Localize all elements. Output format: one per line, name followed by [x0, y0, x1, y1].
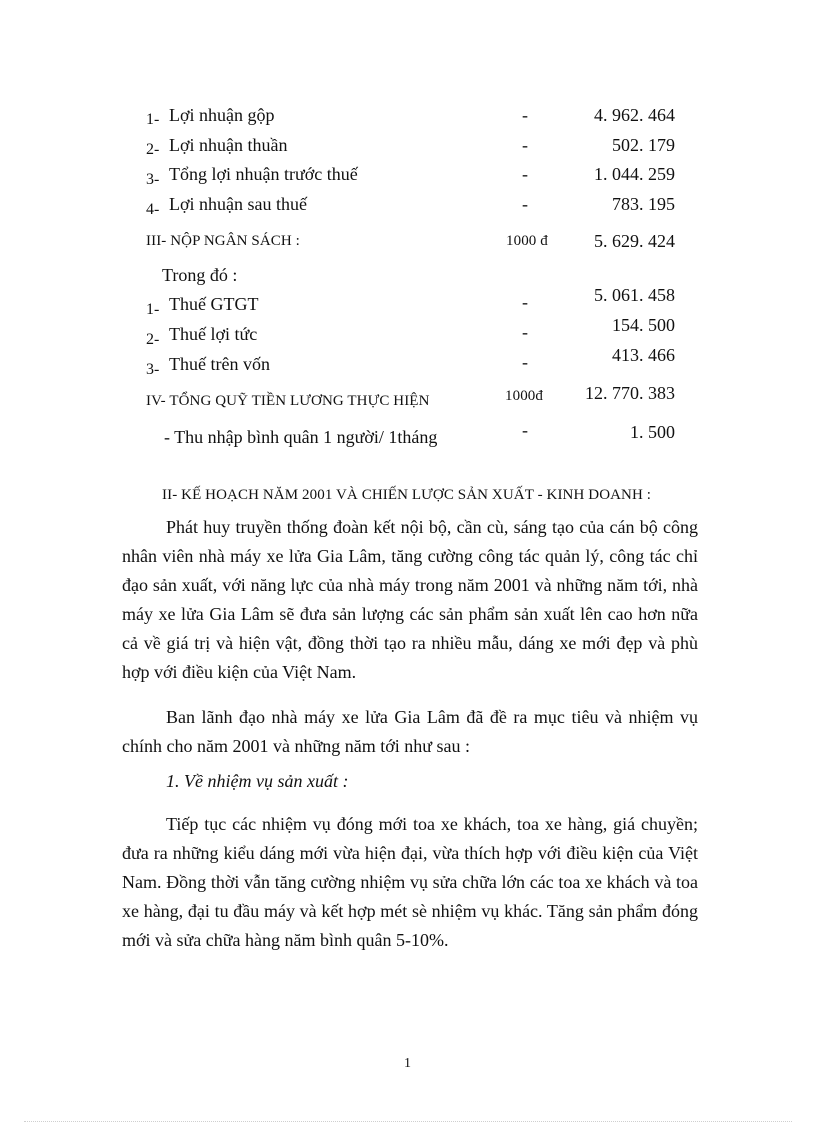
row-label: Thuế trên vốn	[169, 354, 270, 374]
row-value: 4. 962. 464	[594, 105, 675, 125]
row-number: 2-	[146, 141, 160, 158]
row-number: 3-	[146, 361, 160, 378]
wage-average-label: - Thu nhập bình quân 1 người/ 1tháng	[164, 427, 438, 447]
row-label: Lợi nhuận gộp	[169, 105, 275, 125]
task-heading: 1. Về nhiệm vụ sản xuất :	[166, 771, 349, 791]
budget-unit: 1000 đ	[506, 233, 548, 249]
budget-heading: III- NỘP NGÂN SÁCH :	[146, 233, 300, 249]
row-label: Thuế lợi tức	[169, 324, 258, 344]
row-number: 3-	[146, 171, 160, 188]
wage-average-unit: -	[522, 420, 528, 440]
row-value: 502. 179	[612, 135, 675, 155]
row-value: 413. 466	[612, 345, 675, 365]
row-unit: -	[522, 164, 528, 184]
row-value: 783. 195	[612, 194, 675, 214]
page-bottom-divider	[24, 1121, 792, 1122]
row-value: 1. 044. 259	[594, 164, 675, 184]
wage-heading: IV- TỔNG QUỸ TIỀN LƯƠNG THỰC HIỆN	[146, 393, 430, 409]
row-unit: -	[522, 105, 528, 125]
plan-paragraph-2: Ban lãnh đạo nhà máy xe lửa Gia Lâm đã đề ra mục tiêu và nhiệm vụ chính cho năm 2001 và những năm tới như sau :	[122, 707, 698, 756]
wage-unit: 1000đ	[505, 388, 543, 404]
wage-average-value: 1. 500	[630, 422, 675, 442]
plan-paragraph-1: Phát huy truyền thống đoàn kết nội bộ, cần cù, sáng tạo của cán bộ công nhân viên nhà máy xe lửa Gia Lâm, tăng cường công tác quản lý, công tác chỉ đạo sản xuất, với năng lực của nhà máy trong năm 2001 và những năm tới, nhà máy xe lửa Gia Lâm sẽ đưa sản lượng các sản phẩm sản xuất lên cao hơn nữa cả về giá trị và hiện vật, đồng thời tạo ra nhiều mẫu, dáng xe mới đẹp và phù hợp với điều kiện của Việt Nam.	[122, 517, 698, 682]
row-unit: -	[522, 194, 528, 214]
plan-paragraph-3: Tiếp tục các nhiệm vụ đóng mới toa xe khách, toa xe hàng, giá chuyền; đưa ra những kiểu dáng mới vừa hiện đại, vừa thích hợp với điều kiện của Việt Nam. Đồng thời vẫn tăng cường nhiệm vụ sửa chữa lớn các toa xe khách và toa xe hàng, đại tu đầu máy và kết hợp mét sè nhiệm vụ khác. Tăng sản phẩm đóng mới và sửa chữa hàng năm bình quân 5-10%.	[122, 814, 698, 950]
row-unit: -	[522, 292, 528, 312]
budget-value: 5. 629. 424	[594, 231, 675, 251]
row-value: 5. 061. 458	[594, 285, 675, 305]
row-number: 1-	[146, 301, 160, 318]
page-number: 1	[404, 1056, 411, 1071]
row-label: Thuế GTGT	[169, 294, 259, 314]
wage-value: 12. 770. 383	[585, 383, 675, 403]
row-unit: -	[522, 135, 528, 155]
row-label: Lợi nhuận thuần	[169, 135, 288, 155]
row-unit: -	[522, 322, 528, 342]
row-value: 154. 500	[612, 315, 675, 335]
row-unit: -	[522, 352, 528, 372]
plan-heading: II- KẾ HOẠCH NĂM 2001 VÀ CHIẾN LƯỢC SẢN XUẤT - KINH DOANH :	[162, 487, 652, 503]
row-number: 1-	[146, 111, 160, 128]
row-label: Tổng lợi nhuận trước thuế	[169, 164, 358, 184]
row-number: 2-	[146, 331, 160, 348]
row-number: 4-	[146, 201, 160, 218]
row-label: Lợi nhuận sau thuế	[169, 194, 307, 214]
budget-sub-heading: Trong đó :	[162, 265, 238, 285]
